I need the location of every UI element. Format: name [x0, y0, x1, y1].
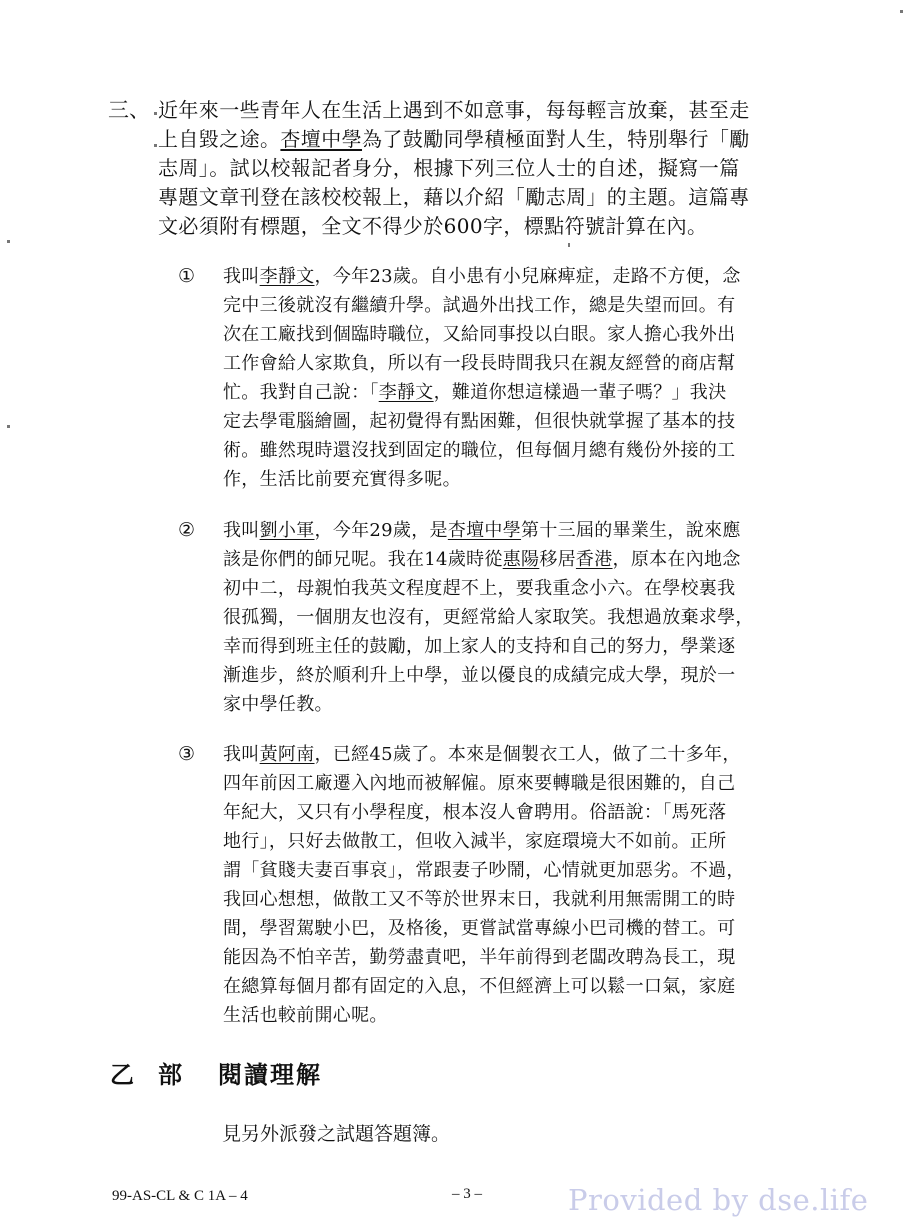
- text-line: [223, 291, 818, 320]
- text-run: 生活也較前開心呢。: [223, 1005, 388, 1026]
- section-word: 部: [158, 1061, 184, 1089]
- text-line: [158, 96, 838, 125]
- text-line: [223, 690, 818, 719]
- text-run: 移居: [539, 549, 576, 570]
- text-line: [158, 212, 838, 241]
- page-number: – 3 –: [452, 1186, 482, 1202]
- text-run: ，難道你想這樣過一輩子嗎？」我決: [433, 382, 727, 403]
- question-number: 三、: [108, 98, 150, 122]
- scan-speck: [154, 112, 157, 115]
- proper-noun: 香港: [575, 549, 613, 570]
- text-run: 該是你們的師兄呢。我在14歲時從: [223, 549, 503, 570]
- text-line: [158, 183, 838, 212]
- text-run: 初中二，母親怕我英文程度趕不上，要我重念小六。在學校裏我: [223, 578, 736, 599]
- text-run: 志周」。試以校報記者身分，根據下列三位人士的自述，擬寫一篇: [158, 156, 740, 180]
- text-line: [223, 262, 818, 291]
- text-line: [223, 603, 818, 632]
- text-run: 上自毀之途。: [158, 127, 281, 151]
- text-run: 專題文章刊登在該校校報上，藉以介紹「勵志周」的主題。這篇專: [158, 185, 750, 209]
- text-run: 忙。我對自己說：「: [223, 382, 379, 403]
- text-run: 在總算每個月都有固定的入息，不但經濟上可以鬆一口氣，家庭: [223, 976, 736, 997]
- watermark: Provided by dse.life: [568, 1183, 869, 1217]
- section-letter: 乙: [110, 1061, 136, 1089]
- text-line: [223, 632, 818, 661]
- text-line: [158, 125, 838, 154]
- text-line: [223, 972, 818, 1001]
- paper-code: 99-AS-CL & C 1A – 4: [112, 1188, 248, 1204]
- text-run: 文必須附有標題，全文不得少於600字，標點符號計算在內。: [158, 214, 708, 238]
- text-run: ，今年29歲，是: [314, 520, 448, 541]
- text-run: 第十三屆的畢業生，說來應: [521, 520, 741, 541]
- text-run: 我回心想想，做散工又不等於世界末日，我就利用無需開工的時: [223, 889, 736, 910]
- text-line: [223, 349, 818, 378]
- text-run: 工作會給人家欺負，所以有一段長時間我只在親友經營的商店幫: [223, 353, 736, 374]
- text-line: [223, 320, 818, 349]
- section-instruction: 見另外派發之試題答題簿。: [222, 1123, 451, 1145]
- text-run: 地行」，只好去做散工，但收入減半，家庭環境大不如前。正所: [223, 831, 727, 852]
- scan-speck: [900, 10, 903, 13]
- text-run: 我叫: [223, 744, 260, 765]
- scan-speck: [154, 144, 157, 147]
- text-run: 作，生活比前要充實得多呢。: [223, 469, 461, 490]
- testimony-text: [223, 516, 818, 719]
- text-run: ，原本在內地念: [612, 549, 741, 570]
- text-run: 次在工廠找到個臨時職位，又給同事投以白眼。家人擔心我外出: [223, 324, 736, 345]
- text-run: 近年來一些青年人在生活上遇到不如意事，每每輕言放棄，甚至走: [158, 98, 750, 122]
- proper-noun: 杏壇中學: [447, 520, 522, 541]
- text-line: [223, 885, 818, 914]
- text-line: [223, 740, 818, 769]
- section-heading: [110, 1055, 322, 1090]
- text-line: [223, 661, 818, 690]
- text-run: ，已經45歲了。本來是個製衣工人，做了二十多年，: [314, 744, 741, 765]
- text-line: [223, 516, 818, 545]
- text-line: [223, 827, 818, 856]
- text-line: [223, 378, 818, 407]
- text-line: [223, 436, 818, 465]
- text-line: [223, 574, 818, 603]
- proper-noun: 黃阿南: [259, 744, 315, 765]
- text-run: 謂「貧賤夫妻百事哀」，常跟妻子吵鬧，心情就更加惡劣。不過，: [223, 860, 745, 881]
- scan-speck: [7, 425, 10, 428]
- proper-noun: 惠陽: [502, 549, 540, 570]
- item-number: ②: [178, 519, 196, 541]
- text-line: [223, 407, 818, 436]
- text-run: 漸進步，終於順利升上中學，並以優良的成績完成大學，現於一: [223, 665, 736, 686]
- text-run: 家中學任教。: [223, 694, 333, 715]
- text-line: [223, 1001, 818, 1030]
- text-run: 我叫: [223, 266, 260, 287]
- text-run: 間，學習駕駛小巴，及格後，更嘗試當專線小巴司機的替工。可: [223, 918, 736, 939]
- section-name: 閱讀理解: [218, 1061, 322, 1089]
- proper-noun: 李靜文: [259, 266, 315, 287]
- text-run: 定去學電腦繪圖，起初覺得有點困難，但很快就掌握了基本的技: [223, 411, 736, 432]
- text-line: [158, 154, 838, 183]
- text-run: 能因為不怕辛苦，勤勞盡責吧，半年前得到老闆改聘為長工，現: [223, 947, 736, 968]
- proper-noun: 劉小軍: [259, 520, 315, 541]
- text-run: 年紀大，又只有小學程度，根本沒人會聘用。俗語說：「馬死落: [223, 802, 727, 823]
- text-run: 我叫: [223, 520, 260, 541]
- text-line: [223, 465, 818, 494]
- text-run: 完中三後就沒有繼續升學。試過外出找工作，總是失望而回。有: [223, 295, 736, 316]
- item-number: ③: [178, 743, 196, 765]
- text-run: 術。雖然現時還沒找到固定的職位，但每個月總有幾份外接的工: [223, 440, 736, 461]
- text-line: [223, 943, 818, 972]
- text-run: 為了鼓勵同學積極面對人生，特別舉行「勵: [362, 127, 750, 151]
- proper-noun: 杏壇中學: [280, 127, 363, 151]
- testimony-text: [223, 740, 818, 1030]
- text-run: ，今年23歲。自小患有小兒麻痺症，走路不方便，念: [314, 266, 741, 287]
- text-line: [223, 769, 818, 798]
- text-run: 幸而得到班主任的鼓勵，加上家人的支持和自己的努力，學業逐: [223, 636, 736, 657]
- testimony-text: [223, 262, 818, 494]
- scan-speck: [568, 243, 570, 247]
- text-line: [223, 545, 818, 574]
- text-run: 四年前因工廠遷入內地而被解僱。原來要轉職是很困難的，自己: [223, 773, 736, 794]
- question-prompt: [158, 96, 838, 241]
- text-line: [223, 798, 818, 827]
- scan-speck: [7, 240, 10, 243]
- text-line: [223, 914, 818, 943]
- text-line: [223, 856, 818, 885]
- proper-noun: 李靜文: [378, 382, 434, 403]
- text-run: 很孤獨，一個朋友也沒有，更經常給人家取笑。我想過放棄求學，: [223, 607, 754, 628]
- item-number: ①: [178, 265, 196, 287]
